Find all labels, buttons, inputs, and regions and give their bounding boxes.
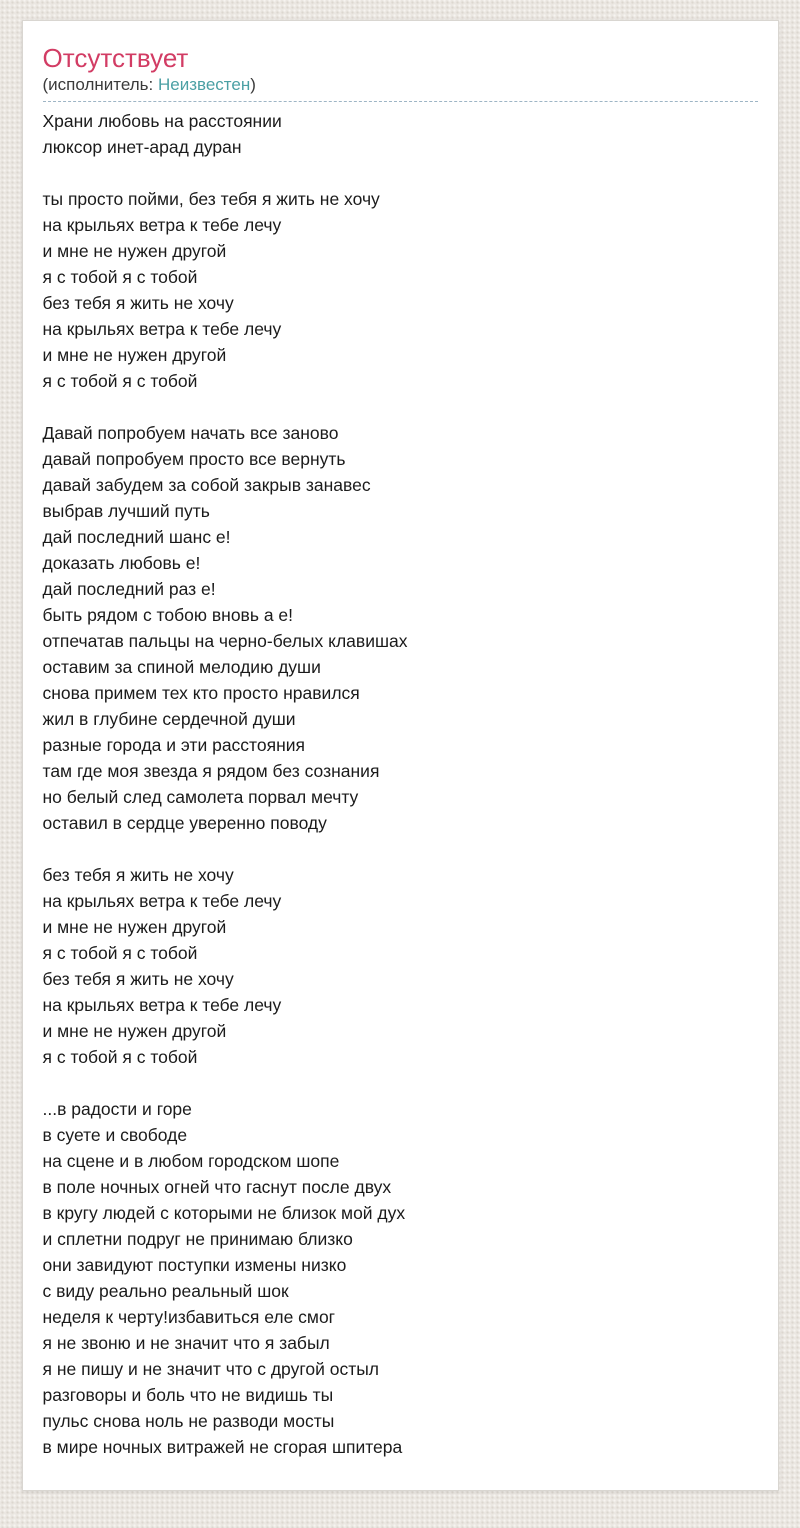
lyrics-line: пульс снова ноль не разводи мосты (42, 1411, 335, 1431)
lyrics-line: Храни любовь на расстоянии (42, 111, 282, 131)
lyrics-line: на крыльях ветра к тебе лечу (42, 319, 282, 339)
lyrics-line: и мне не нужен другой (42, 917, 227, 937)
lyrics-line: я с тобой я с тобой (42, 1047, 198, 1067)
lyrics-line: в кругу людей с которыми не близок мой дух (42, 1203, 406, 1223)
song-title: Отсутствует (42, 43, 189, 73)
lyrics-line: но белый след самолета порвал мечту (42, 787, 359, 807)
page (0, 20, 800, 1528)
lyrics-line: ты просто пойми, без тебя я жить не хочу (42, 189, 380, 209)
artist-link[interactable]: Неизвестен (157, 75, 251, 94)
artist-line (43, 75, 758, 102)
lyrics-line: я не звоню и не значит что я забыл (42, 1333, 330, 1353)
lyrics-line (43, 1070, 758, 1096)
lyrics-line: без тебя я жить не хочу (42, 865, 234, 885)
lyrics-line: давай забудем за собой закрыв занавес (42, 475, 371, 495)
lyrics-line: без тебя я жить не хочу (42, 293, 234, 313)
lyrics-line: неделя к черту!избавиться еле смог (42, 1307, 336, 1327)
lyrics-line: доказать любовь е! (42, 553, 201, 573)
lyrics-line: я с тобой я с тобой (42, 943, 198, 963)
lyrics-line: ...в радости и горе (42, 1099, 192, 1119)
lyrics-line: на крыльях ветра к тебе лечу (42, 215, 282, 235)
lyrics-line: и сплетни подруг не принимаю близко (42, 1229, 353, 1249)
lyrics-card (22, 20, 779, 1491)
lyrics-line: с виду реально реальный шок (42, 1281, 289, 1301)
lyrics-line: на крыльях ветра к тебе лечу (42, 891, 282, 911)
lyrics-line: оставим за спиной мелодию души (42, 657, 321, 677)
lyrics-line (43, 160, 758, 186)
lyrics-line: быть рядом с тобою вновь а е! (42, 605, 294, 625)
lyrics-line: на крыльях ветра к тебе лечу (42, 995, 282, 1015)
lyrics-line: разные города и эти расстояния (42, 735, 305, 755)
artist-label: (исполнитель: (42, 75, 154, 94)
lyrics-line: в суете и свободе (42, 1125, 188, 1145)
lyrics-line: я с тобой я с тобой (42, 371, 198, 391)
lyrics-line: снова примем тех кто просто нравился (42, 683, 360, 703)
lyrics-line: они завидуют поступки измены низко (42, 1255, 347, 1275)
lyrics-line: люксор инет-арад дуран (42, 137, 242, 157)
lyrics-line: в мире ночных витражей не сгорая шпитера (42, 1437, 403, 1457)
lyrics-line: и мне не нужен другой (42, 241, 227, 261)
lyrics-line: на сцене и в любом городском шопе (42, 1151, 340, 1171)
lyrics-line: без тебя я жить не хочу (42, 969, 234, 989)
lyrics-line: жил в глубине сердечной души (42, 709, 296, 729)
lyrics-line: отпечатав пальцы на черно-белых клавишах (42, 631, 408, 651)
lyrics-line: и мне не нужен другой (42, 345, 227, 365)
lyrics-line: разговоры и боль что не видишь ты (42, 1385, 334, 1405)
lyrics-line: и мне не нужен другой (42, 1021, 227, 1041)
lyrics-line: оставил в сердце уверенно поводу (42, 813, 327, 833)
lyrics-line (43, 836, 758, 862)
lyrics-line: давай попробуем просто все вернуть (42, 449, 346, 469)
lyrics-line: в поле ночных огней что гаснут после двух (42, 1177, 392, 1197)
lyrics-line: я с тобой я с тобой (42, 267, 198, 287)
lyrics-line: выбрав лучший путь (42, 501, 210, 521)
artist-line-closing-paren: ) (250, 75, 256, 94)
lyrics-line: дай последний раз е! (42, 579, 216, 599)
lyrics-line: дай последний шанс е! (42, 527, 231, 547)
lyrics-text (43, 108, 758, 1460)
lyrics-line: там где моя звезда я рядом без сознания (42, 761, 380, 781)
lyrics-line: я не пишу и не значит что с другой остыл (42, 1359, 379, 1379)
lyrics-line (43, 394, 758, 420)
lyrics-line: Давай попробуем начать все заново (42, 423, 339, 443)
